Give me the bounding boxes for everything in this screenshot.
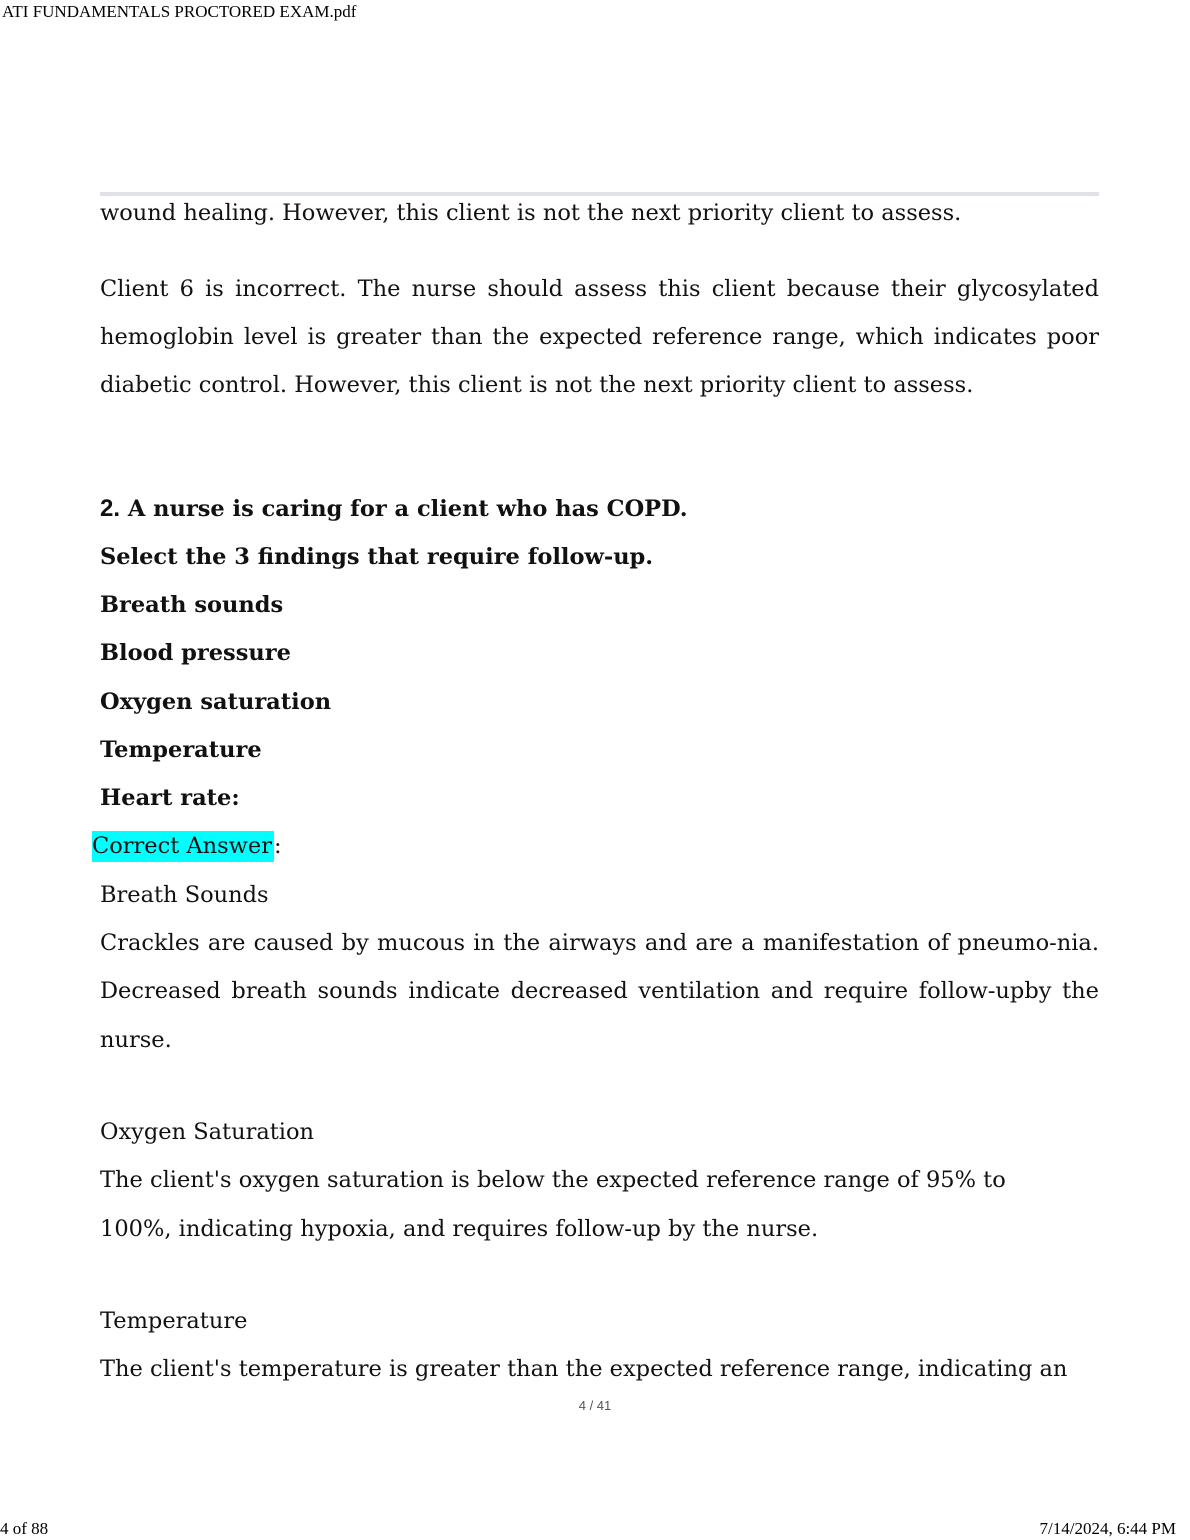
- section-divider: [100, 192, 1099, 196]
- print-footer-timestamp: 7/14/2024, 6:44 PM: [1039, 1519, 1176, 1538]
- option-item: Blood pressure: [100, 640, 291, 666]
- question-stem: A nurse is caring for a client who has COPD.: [120, 496, 688, 522]
- paragraph-line: hemoglobin level is greater than the expected reference range, which indicates poor: [100, 324, 1099, 350]
- highlighted-text: Correct Answer: [92, 831, 274, 862]
- answer-colon: :: [274, 833, 282, 859]
- correct-answer-label: [92, 833, 282, 859]
- paragraph-line: wound healing. However, this client is not the next priority client to assess.: [100, 200, 962, 226]
- page-counter: 4 / 41: [578, 1398, 612, 1413]
- option-item: Heart rate:: [100, 785, 240, 811]
- print-footer-page: 4 of 88: [0, 1519, 49, 1538]
- answer-line: nurse.: [100, 1027, 172, 1053]
- answer-heading: Oxygen Saturation: [100, 1119, 315, 1145]
- answer-line: The client's temperature is greater than the expected reference range, indicating an: [100, 1356, 1068, 1382]
- option-item: Temperature: [100, 737, 262, 763]
- question-number: 2.: [100, 495, 121, 522]
- paragraph-line: Client 6 is incorrect. The nurse should assess this client because their glycosylated: [100, 276, 1099, 302]
- question-instruction: Select the 3 findings that require follow-up.: [100, 544, 654, 570]
- answer-heading: Breath Sounds: [100, 882, 269, 908]
- question-heading: [100, 495, 688, 523]
- answer-heading: Temperature: [100, 1308, 248, 1334]
- option-item: Breath sounds: [100, 592, 284, 618]
- answer-line: Crackles are caused by mucous in the airways and are a manifestation of pneumo-nia.: [100, 930, 1099, 956]
- option-item: Oxygen saturation: [100, 689, 332, 715]
- paragraph-line: diabetic control. However, this client is not the next priority client to assess.: [100, 372, 974, 398]
- answer-line: 100%, indicating hypoxia, and requires follow-up by the nurse.: [100, 1216, 819, 1242]
- answer-line: The client's oxygen saturation is below the expected reference range of 95% to: [100, 1167, 1006, 1193]
- answer-line: Decreased breath sounds indicate decreased ventilation and require follow-upby the: [100, 978, 1099, 1004]
- print-header-title: ATI FUNDAMENTALS PROCTORED EXAM.pdf: [2, 2, 357, 21]
